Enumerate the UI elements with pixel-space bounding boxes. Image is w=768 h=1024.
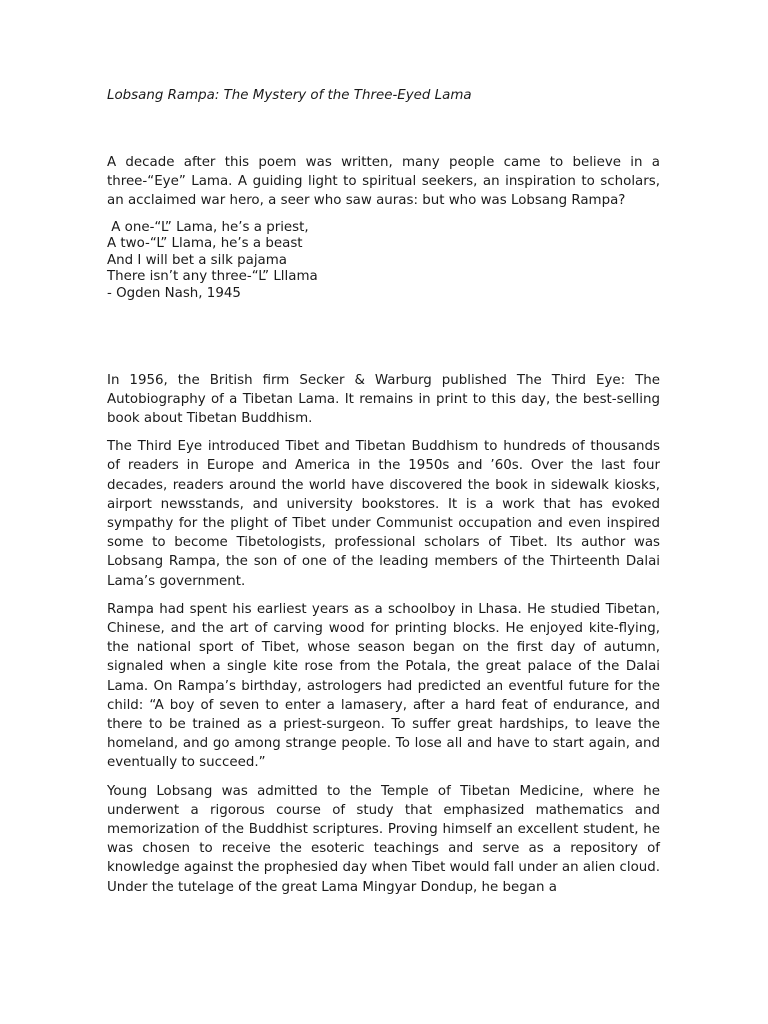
body-paragraph: The Third Eye introduced Tibet and Tibetan Buddhism to hundreds of thousands of readers in Europe and America in the 1950s and ’60s. Over the last four decades, readers around the world have discovered the book in sidewalk kiosks, airport newsstands, and university bookstores. It is a work that has evoked sympathy for the plight of Tibet under Communist occupation and even inspired some to become Tibetologists, professional scholars of Tibet. Its author was Lobsang Rampa, the son of one of the leading members of the Thirteenth Dalai Lama’s government. [107,439,660,589]
poem-block [107,220,660,303]
poem-line: And I will bet a silk pajama [107,252,287,268]
poem-line: A one-“L” Lama, he’s a priest, [107,219,309,235]
poem-attribution: - Ogden Nash, 1945 [107,285,241,301]
intro-paragraph: A decade after this poem was written, many people came to believe in a three-“Eye” Lama. A guiding light to spiritual seekers, an inspiration to scholars, an acclaimed war hero, a seer who saw auras: but who was Lobsang Rampa? [107,155,660,209]
body-paragraph: Young Lobsang was admitted to the Temple of Tibetan Medicine, where he underwent a rigorous course of study that emphasized mathematics and memorization of the Buddhist scriptures. Proving himself an excellent student, he was chosen to receive the esoteric teachings and serve as a repository of knowledge against the prophesied day when Tibet would fall under an alien cloud. Under the tutelage of the great Lama Mingyar Dondup, he began a [107,783,660,895]
poem-line: There isn’t any three-“L” Lllama [107,269,318,285]
poem-line: A two-“L” Llama, he’s a beast [107,236,303,252]
body-paragraph: Rampa had spent his earliest years as a schoolboy in Lhasa. He studied Tibetan, Chinese, and the art of carving wood for printing blocks. He enjoyed kite-flying, the national sport of Tibet, whose season began on the first day of autumn, signaled when a single kite rose from the Potala, the great palace of the Dalai Lama. On Rampa’s birthday, astrologers had predicted an eventful future for the child: “A boy of seven to enter a lamasery, after a hard feat of endurance, and there to be trained as a priest-surgeon. To suffer great hardships, to leave the homeland, and go among strange people. To lose all and have to start again, and eventually to succeed.” [107,601,660,771]
body-paragraph: In 1956, the British firm Secker & Warburg published The Third Eye: The Autobiography of a Tibetan Lama. It remains in print to this day, the best-selling book about Tibetan Buddhism. [107,372,660,426]
document-title: Lobsang Rampa: The Mystery of the Three-Eyed Lama [107,88,472,103]
document-page [107,86,660,906]
